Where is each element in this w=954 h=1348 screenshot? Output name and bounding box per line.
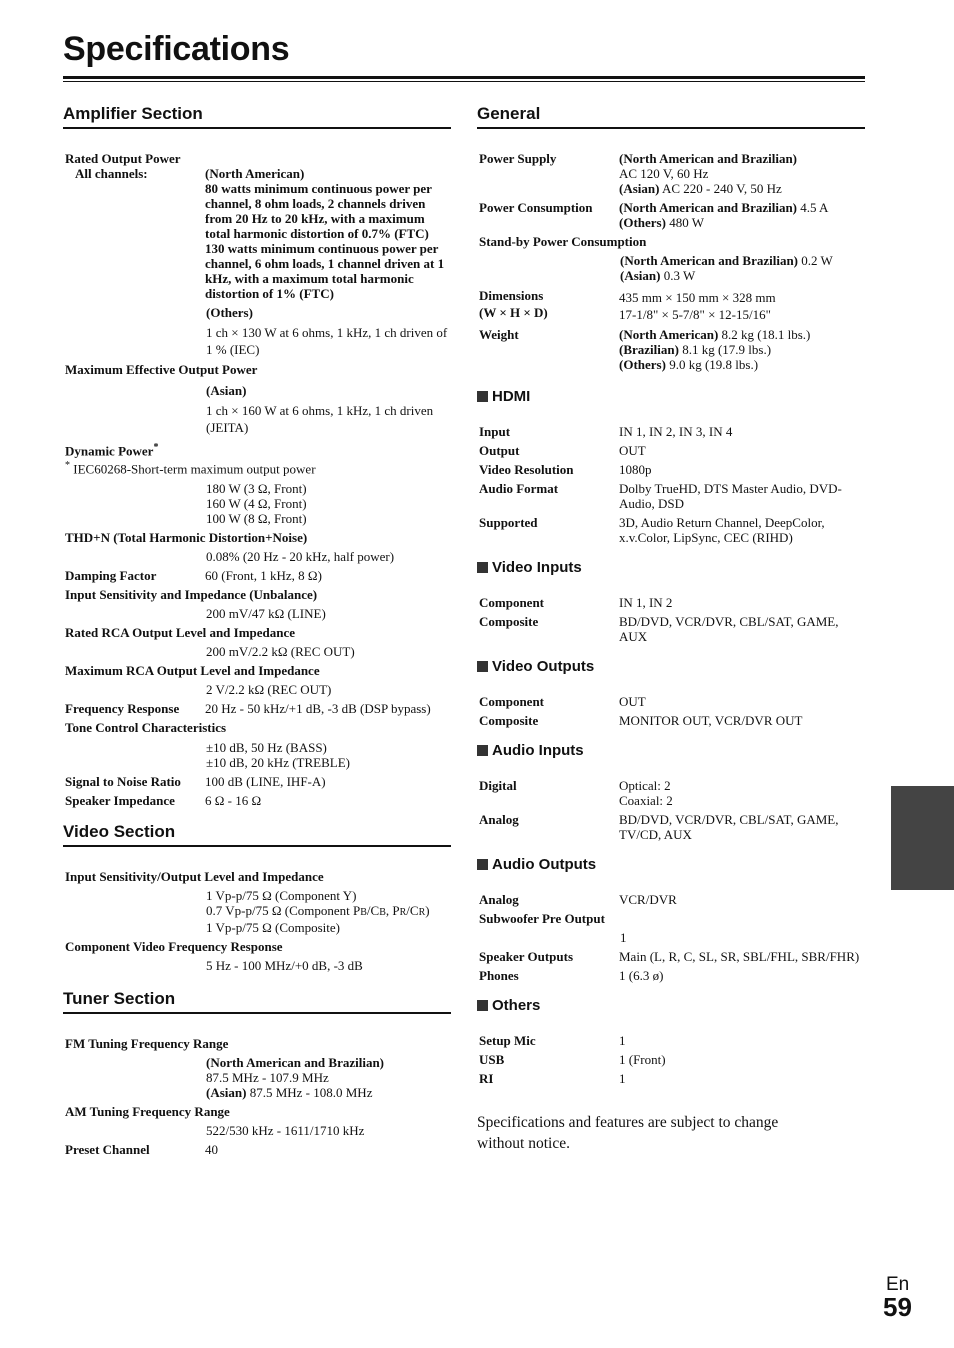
spec-row: Analog BD/DVD, VCR/DVR, CBL/SAT, GAME, TV/CD, AUX [479, 812, 839, 842]
component-freq-value: 5 Hz - 100 MHz/+0 dB, -3 dB [206, 957, 363, 973]
rated-output-label: Rated Output Power [65, 151, 181, 166]
spec-row: Preset Channel 40 [65, 1141, 218, 1157]
am-value: 522/530 kHz - 1611/1710 kHz [206, 1122, 365, 1138]
right-column [477, 104, 865, 1154]
video-outputs-heading: Video Outputs [477, 658, 865, 675]
square-bullet-icon [477, 562, 488, 573]
spec-row: USB 1 (Front) [479, 1052, 666, 1067]
side-tab [891, 786, 954, 890]
page-title: Specifications [63, 30, 290, 68]
others-label: (Others) [206, 305, 253, 320]
tuner-specs [63, 1036, 451, 1157]
audio-inputs-specs [477, 778, 865, 842]
video-outputs-specs [477, 694, 865, 728]
spec-row: Phones 1 (6.3 ø) [479, 968, 664, 983]
subwoofer-label: Subwoofer Pre Output [479, 911, 605, 926]
title-rule-thin [63, 81, 865, 82]
spec-row: Speaker Impedance 6 Ω - 16 Ω [65, 792, 262, 808]
amplifier-specs [63, 151, 451, 808]
left-column [63, 104, 451, 1161]
spec-row: Setup Mic 1 [479, 1033, 626, 1048]
general-specs [477, 151, 865, 372]
am-label: AM Tuning Frequency Range [65, 1103, 230, 1119]
na-label: (North American) [205, 166, 305, 181]
spec-row: Input IN 1, IN 2, IN 3, IN 4 [479, 424, 733, 439]
na-text: 80 watts minimum continuous power per channel, 8 ohm loads, 2 channels driven from 20 Hz to 20 kHz, with a maximum total harmonic distortion of 0.7% (FTC) 130 watts minimum continuous power per channel, 6 ohm loads, 1 channel driven at 1 kHz, with a maximum total harmonic distortion of 1% (FTC) [205, 181, 445, 301]
audio-inputs-heading: Audio Inputs [477, 742, 865, 759]
square-bullet-icon [477, 1000, 488, 1011]
tuner-heading: Tuner Section [63, 989, 451, 1014]
general-heading: General [477, 104, 865, 129]
square-bullet-icon [477, 859, 488, 870]
spec-row: Power Consumption (North American and Brazilian) 4.5 A (Others) 480 W [479, 200, 829, 230]
fm-values: (North American and Brazilian) 87.5 MHz - 107.9 MHz (Asian) 87.5 MHz - 108.0 MHz [206, 1054, 385, 1100]
dynamic-power-label: Dynamic Power* [65, 442, 159, 459]
video-section-specs [63, 869, 451, 973]
spec-row: Composite MONITOR OUT, VCR/DVR OUT [479, 713, 803, 728]
spec-row: Frequency Response 20 Hz - 50 kHz/+1 dB, -3 dB (DSP bypass) [65, 700, 431, 716]
spec-row: Dimensions (W × H × D) 435 mm × 150 mm × 328 mm 17-1/8" × 5-7/8" × 12-15/16" [479, 288, 776, 322]
spec-row: Audio Format Dolby TrueHD, DTS Master Audio, DVD-Audio, DSD [479, 481, 842, 511]
rated-rca-value: 200 mV/2.2 kΩ (REC OUT) [206, 643, 355, 659]
page-number: 59 [883, 1292, 912, 1322]
others-specs [477, 1033, 865, 1086]
square-bullet-icon [477, 661, 488, 672]
spec-row: Signal to Noise Ratio 100 dB (LINE, IHF-A) [65, 773, 326, 789]
video-inputs-heading: Video Inputs [477, 559, 865, 576]
spec-row: Video Resolution 1080p [479, 462, 652, 477]
dynamic-power-values: 180 W (3 Ω, Front) 160 W (4 Ω, Front) 100 W (8 Ω, Front) [206, 480, 307, 526]
audio-outputs-heading: Audio Outputs [477, 856, 865, 873]
asian-label: (Asian) [206, 383, 247, 398]
standby-label: Stand-by Power Consumption [479, 234, 647, 249]
max-effective-label: Maximum Effective Output Power [65, 362, 258, 377]
spec-row: Digital Optical: 2 Coaxial: 2 [479, 778, 673, 808]
dynamic-power-note: * IEC60268-Short-term maximum output power [65, 460, 316, 477]
others-heading: Others [477, 997, 865, 1014]
hdmi-specs [477, 424, 865, 545]
input-sens-value: 200 mV/47 kΩ (LINE) [206, 605, 326, 621]
standby-values: (North American and Brazilian) 0.2 W (Asian) 0.3 W [620, 253, 833, 283]
video-section-heading: Video Section [63, 822, 451, 847]
others-text: 1 ch × 130 W at 6 ohms, 1 kHz, 1 ch driven of 1 % (IEC) [206, 325, 448, 357]
video-io-label: Input Sensitivity/Output Level and Impedance [65, 868, 324, 884]
square-bullet-icon [477, 391, 488, 402]
max-rca-label: Maximum RCA Output Level and Impedance [65, 662, 320, 678]
audio-outputs-specs [477, 892, 865, 983]
video-io-values: 1 Vp-p/75 Ω (Component Y) 0.7 Vp-p/75 Ω (Component PB/CB, PR/CR) 1 Vp-p/75 Ω (Composite) [206, 887, 430, 935]
footer-note: Specifications and features are subject to change without notice. [477, 1114, 779, 1152]
subwoofer-value: 1 [620, 930, 627, 945]
tone-values: ±10 dB, 50 Hz (BASS) ±10 dB, 20 kHz (TREBLE) [206, 739, 350, 770]
spec-row: Damping Factor 60 (Front, 1 kHz, 8 Ω) [65, 567, 322, 583]
component-freq-label: Component Video Frequency Response [65, 938, 283, 954]
input-sens-label: Input Sensitivity and Impedance (Unbalance) [65, 586, 318, 602]
spec-row: Supported 3D, Audio Return Channel, DeepColor, x.v.Color, LipSync, CEC (RIHD) [479, 515, 825, 545]
fm-label: FM Tuning Frequency Range [65, 1035, 229, 1051]
language-label: En [886, 1274, 910, 1295]
thd-label: THD+N (Total Harmonic Distortion+Noise) [65, 529, 308, 545]
video-inputs-specs [477, 595, 865, 644]
all-channels-label: All channels: [75, 166, 148, 181]
square-bullet-icon [477, 745, 488, 756]
spec-row: Composite BD/DVD, VCR/DVR, CBL/SAT, GAME, AUX [479, 614, 839, 644]
max-rca-value: 2 V/2.2 kΩ (REC OUT) [206, 681, 332, 697]
spec-row: RI 1 [479, 1071, 626, 1086]
spec-row: Power Supply (North American and Brazilian) AC 120 V, 60 Hz (Asian) AC 220 - 240 V, 50 Hz [479, 151, 798, 196]
tone-label: Tone Control Characteristics [65, 719, 227, 735]
asian-text: 1 ch × 160 W at 6 ohms, 1 kHz, 1 ch driven (JEITA) [206, 403, 434, 435]
spec-row: Component OUT [479, 694, 646, 709]
spec-row: Analog VCR/DVR [479, 892, 677, 907]
thd-value: 0.08% (20 Hz - 20 kHz, half power) [206, 548, 395, 564]
rated-rca-label: Rated RCA Output Level and Impedance [65, 624, 296, 640]
title-rule [63, 76, 865, 79]
spec-row: Component IN 1, IN 2 [479, 595, 673, 610]
hdmi-heading: HDMI [477, 388, 865, 405]
spec-row [63, 166, 451, 301]
amplifier-heading: Amplifier Section [63, 104, 451, 129]
spec-row: Weight (North American) 8.2 kg (18.1 lbs.) (Brazilian) 8.1 kg (17.9 lbs.) (Others) 9.0 kg (19.8 lbs.) [479, 327, 811, 372]
spec-row: Speaker Outputs Main (L, R, C, SL, SR, SBL/FHL, SBR/FHR) [479, 949, 860, 964]
spec-row: Output OUT [479, 443, 646, 458]
